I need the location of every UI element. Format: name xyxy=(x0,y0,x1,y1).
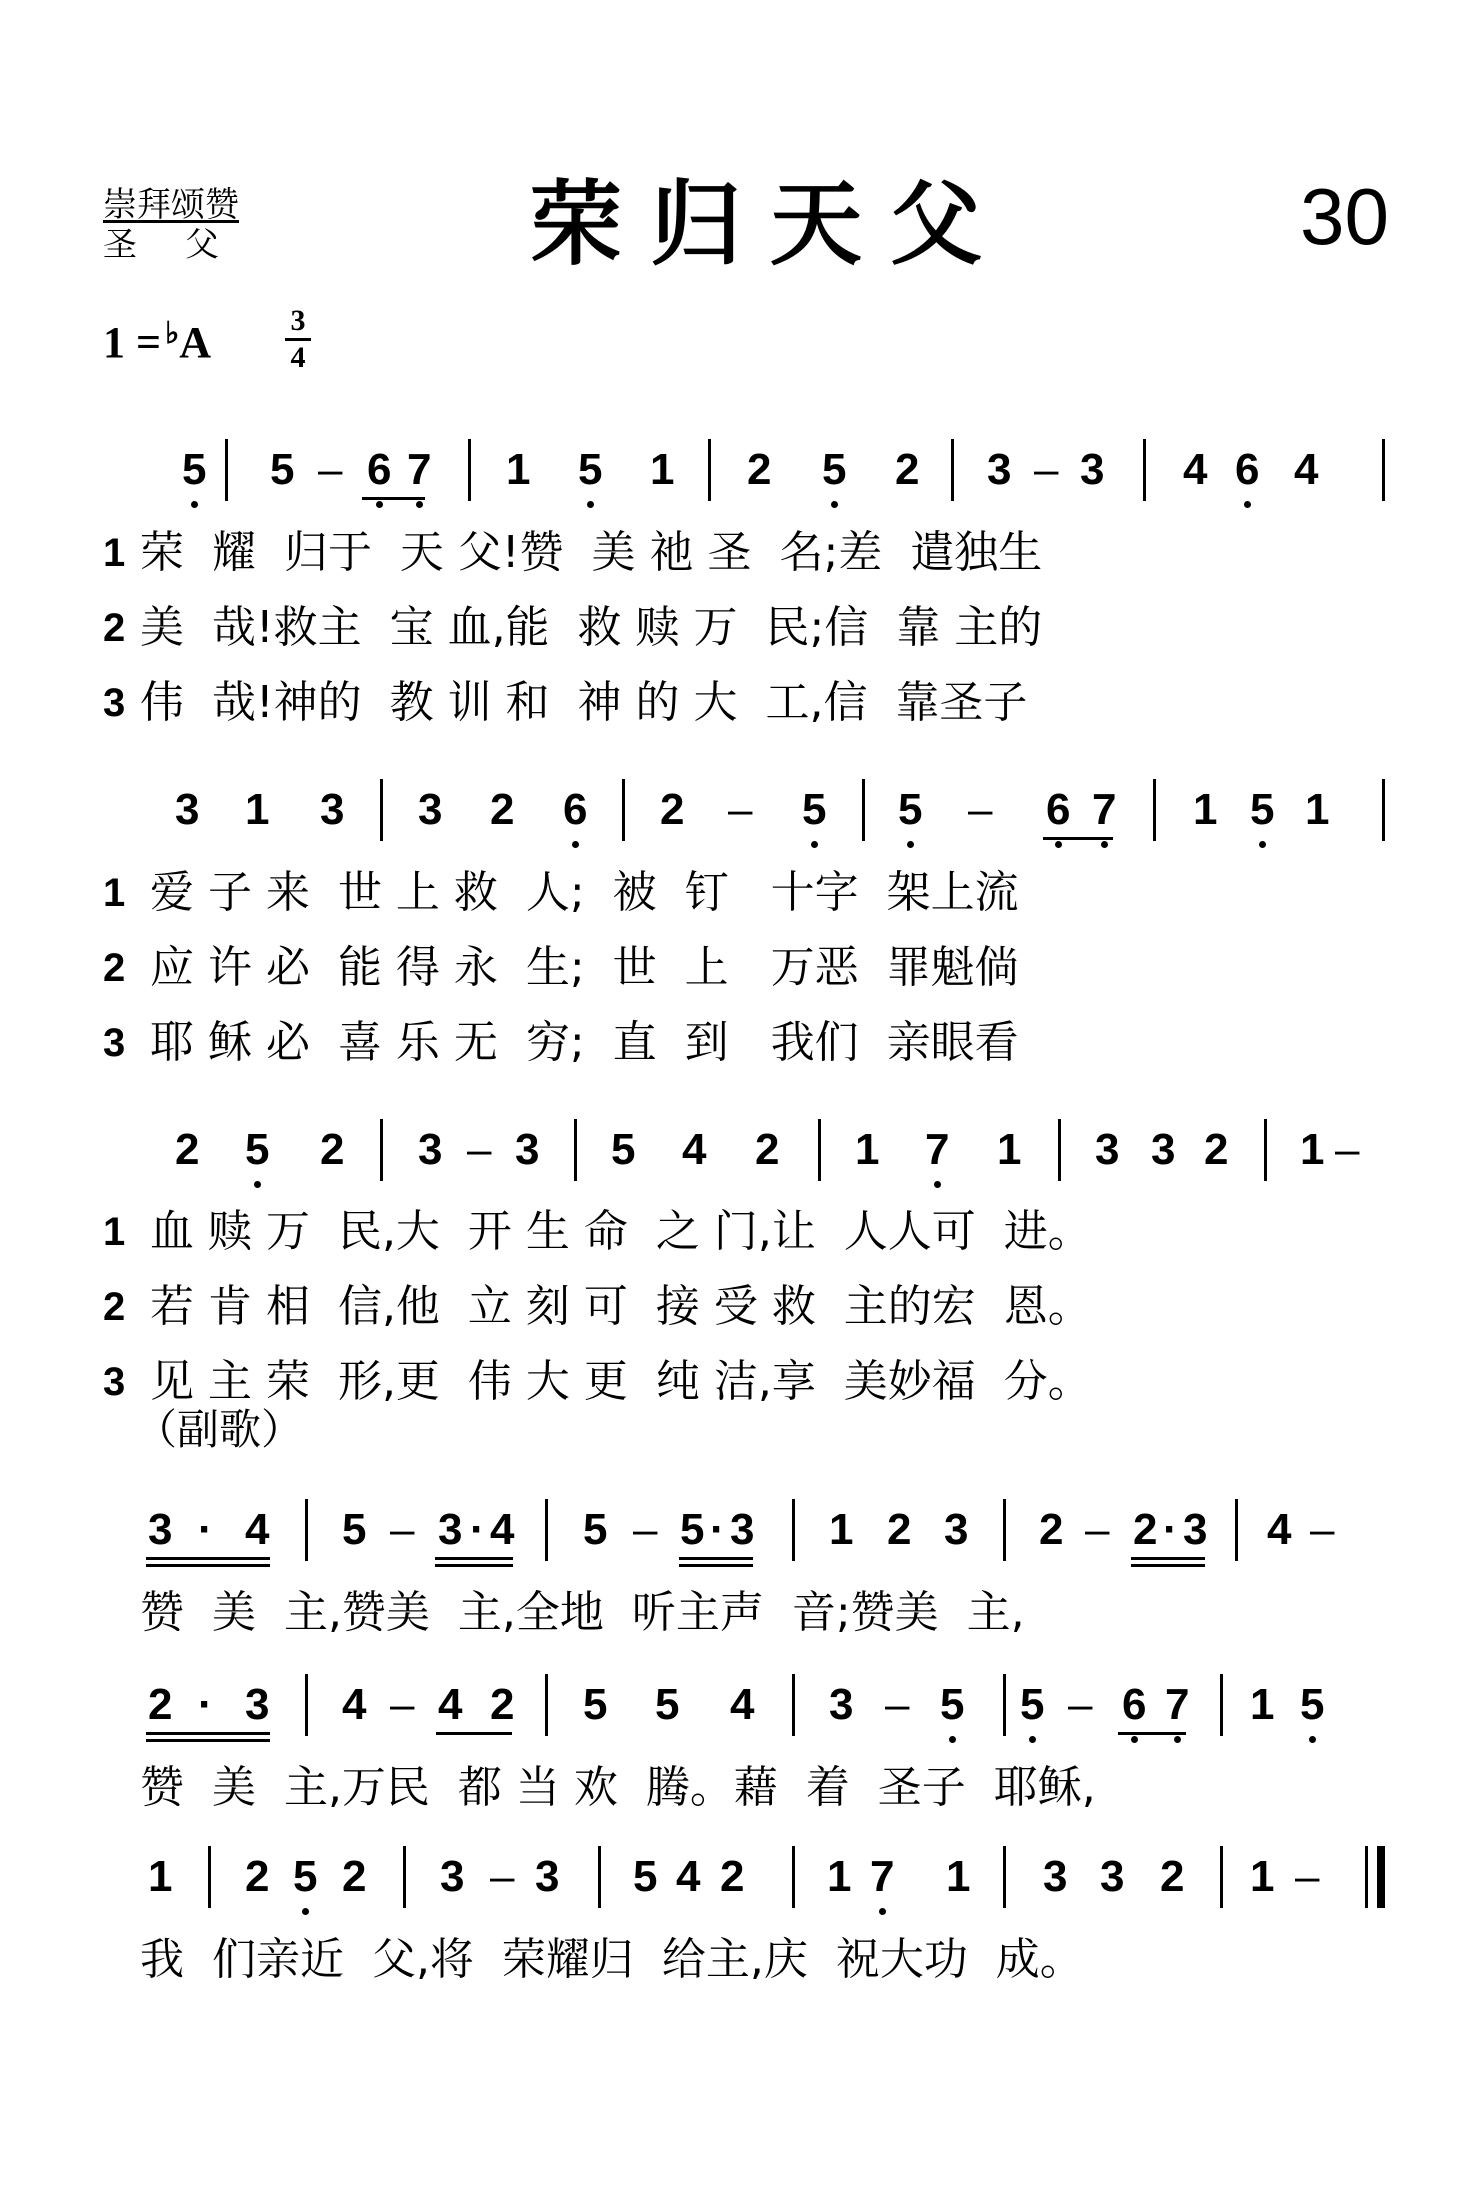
beam-underline xyxy=(436,1732,512,1735)
hold-dash: – xyxy=(1310,1505,1335,1554)
note: 1 xyxy=(148,1852,173,1901)
flat-sign: ♭ xyxy=(165,317,180,350)
note: · xyxy=(198,1505,213,1554)
hold-dash: – xyxy=(490,1852,515,1901)
beam-underline xyxy=(362,497,425,500)
barline xyxy=(1058,1119,1061,1181)
lyric-line: 若 肯 相 信,他 立 刻 可 接 受 救 主的宏 恩。 xyxy=(150,1281,1092,1332)
note: 3 xyxy=(245,1680,270,1729)
barline xyxy=(792,1674,795,1736)
note: 5 xyxy=(182,445,207,494)
note: 5 xyxy=(245,1125,270,1174)
lyric-line: 赞 美 主,赞美 主,全地 听主声 音;赞美 主, xyxy=(140,1587,1025,1638)
note: 5 xyxy=(270,445,295,494)
barline xyxy=(403,1846,406,1908)
low-octave-dot xyxy=(587,501,594,508)
key-signature xyxy=(103,318,211,373)
note: 3 xyxy=(1100,1852,1125,1901)
note: 4 xyxy=(490,1505,515,1554)
note: 5 xyxy=(578,445,603,494)
barline xyxy=(792,1846,795,1908)
key-note: A xyxy=(179,318,212,367)
hold-dash: – xyxy=(1068,1680,1093,1729)
low-octave-dot xyxy=(811,841,818,848)
final-barline-thin xyxy=(1365,1846,1368,1908)
note: 2 xyxy=(1160,1852,1185,1901)
note: 4 xyxy=(1267,1505,1292,1554)
hold-dash: – xyxy=(390,1505,415,1554)
barline xyxy=(951,439,954,501)
note: 4 xyxy=(1183,445,1208,494)
note: 3 xyxy=(1043,1852,1068,1901)
barline xyxy=(1003,1846,1006,1908)
note: 1 xyxy=(650,445,675,494)
barline xyxy=(380,779,383,841)
note: 3 xyxy=(418,1125,443,1174)
lyric-line: 我 们亲近 父,将 荣耀归 给主,庆 祝大功 成。 xyxy=(140,1934,1084,1985)
time-bottom: 4 xyxy=(290,341,306,374)
note: 6 xyxy=(1235,445,1260,494)
note: 2 xyxy=(660,785,685,834)
barline xyxy=(1235,1499,1238,1561)
note: 3 xyxy=(829,1680,854,1729)
barline xyxy=(208,1846,211,1908)
note: 3 xyxy=(320,785,345,834)
note: 2 xyxy=(342,1852,367,1901)
hymn-number: 30 xyxy=(1300,172,1389,261)
category-label xyxy=(103,185,267,265)
note: 3 xyxy=(438,1505,463,1554)
note: 5 xyxy=(655,1680,680,1729)
low-octave-dot xyxy=(191,501,198,508)
beam-underline xyxy=(1118,1732,1186,1735)
note: 7 xyxy=(1092,785,1117,834)
low-octave-dot xyxy=(1029,1736,1036,1743)
barline xyxy=(1382,779,1385,841)
lyric-line: 荣 耀 归于 天 父!赞 美 祂 圣 名;差 遣独生 xyxy=(140,527,1043,578)
note: 3 xyxy=(1183,1505,1208,1554)
note: 4 xyxy=(676,1852,701,1901)
note: 7 xyxy=(407,445,432,494)
note: 5 xyxy=(680,1505,705,1554)
barline xyxy=(574,1119,577,1181)
hold-dash: – xyxy=(885,1680,910,1729)
barline xyxy=(598,1846,601,1908)
note: 5 xyxy=(1300,1680,1325,1729)
note: 2 xyxy=(490,1680,515,1729)
beam-underline xyxy=(679,1564,753,1567)
note: 2 xyxy=(148,1680,173,1729)
lyric-line: 应 许 必 能 得 永 生; 世 上 万恶 罪魁倘 xyxy=(150,942,1019,993)
note: 3 xyxy=(418,785,443,834)
low-octave-dot xyxy=(934,1181,941,1188)
note: 3 xyxy=(515,1125,540,1174)
note: 5 xyxy=(583,1680,608,1729)
note: 1 xyxy=(997,1125,1022,1174)
category-line2: 圣父 xyxy=(103,225,267,265)
low-octave-dot xyxy=(1131,1736,1138,1743)
low-octave-dot xyxy=(1055,841,1062,848)
note: 5 xyxy=(293,1852,318,1901)
hold-dash: – xyxy=(318,445,343,494)
verse-number: 3 xyxy=(103,681,126,725)
note: 3 xyxy=(944,1505,969,1554)
note: 5 xyxy=(802,785,827,834)
barline xyxy=(622,779,625,841)
note: 6 xyxy=(563,785,588,834)
verse-number: 1 xyxy=(103,871,126,915)
beam-underline xyxy=(1043,837,1113,840)
hold-dash: – xyxy=(390,1680,415,1729)
note: 2 xyxy=(1039,1505,1064,1554)
lyric-line: 美 哉!救主 宝 血,能 救 赎 万 民;信 靠 主的 xyxy=(140,602,1043,653)
note: 3 xyxy=(1151,1125,1176,1174)
hold-dash: – xyxy=(1085,1505,1110,1554)
note: · xyxy=(470,1505,485,1554)
note: 1 xyxy=(946,1852,971,1901)
note: 1 xyxy=(245,785,270,834)
note: 4 xyxy=(682,1125,707,1174)
beam-underline xyxy=(435,1557,513,1560)
beam-underline xyxy=(1131,1557,1205,1560)
barline xyxy=(305,1674,308,1736)
note: 4 xyxy=(342,1680,367,1729)
note: 3 xyxy=(148,1505,173,1554)
barline xyxy=(545,1499,548,1561)
barline xyxy=(1003,1674,1006,1736)
lyric-line: 赞 美 主,万民 都 当 欢 腾。藉 着 圣子 耶稣, xyxy=(140,1762,1096,1813)
note: 2 xyxy=(887,1505,912,1554)
note: 3 xyxy=(1095,1125,1120,1174)
key-prefix: 1 = xyxy=(103,318,162,367)
note: 2 xyxy=(755,1125,780,1174)
low-octave-dot xyxy=(949,1736,956,1743)
low-octave-dot xyxy=(831,501,838,508)
barline xyxy=(305,1499,308,1561)
barline xyxy=(1382,439,1385,501)
note: 3 xyxy=(1080,445,1105,494)
lyric-line: 血 赎 万 民,大 开 生 命 之 门,让 人人可 进。 xyxy=(150,1206,1092,1257)
hold-dash: – xyxy=(1335,1125,1360,1174)
note: 7 xyxy=(1165,1680,1190,1729)
note: 5 xyxy=(583,1505,608,1554)
hold-dash: – xyxy=(968,785,993,834)
barline xyxy=(545,1674,548,1736)
hold-dash: – xyxy=(467,1125,492,1174)
low-octave-dot xyxy=(879,1908,886,1915)
note: 2 xyxy=(175,1125,200,1174)
note: 4 xyxy=(730,1680,755,1729)
note: 2 xyxy=(320,1125,345,1174)
note: 5 xyxy=(342,1505,367,1554)
note: 1 xyxy=(1305,785,1330,834)
lyric-line: 耶 稣 必 喜 乐 无 穷; 直 到 我们 亲眼看 xyxy=(150,1017,1019,1068)
hold-dash: – xyxy=(633,1505,658,1554)
note: 3 xyxy=(730,1505,755,1554)
beam-underline xyxy=(146,1557,270,1560)
low-octave-dot xyxy=(907,841,914,848)
beam-underline xyxy=(146,1739,270,1742)
note: · xyxy=(710,1505,725,1554)
barline xyxy=(1220,1674,1223,1736)
barline xyxy=(708,439,711,501)
lyric-line: 爱 子 来 世 上 救 人; 被 钉 十字 架上流 xyxy=(150,867,1019,918)
barline xyxy=(1143,439,1146,501)
hold-dash: – xyxy=(1295,1852,1320,1901)
note: 4 xyxy=(1294,445,1319,494)
barline xyxy=(225,439,228,501)
low-octave-dot xyxy=(572,841,579,848)
low-octave-dot xyxy=(302,1908,309,1915)
note: 1 xyxy=(506,445,531,494)
barline xyxy=(862,779,865,841)
barline xyxy=(1003,1499,1006,1561)
note: 3 xyxy=(987,445,1012,494)
note: 3 xyxy=(175,785,200,834)
note: 5 xyxy=(1020,1680,1045,1729)
barline xyxy=(468,439,471,501)
note: 3 xyxy=(535,1852,560,1901)
low-octave-dot xyxy=(1174,1736,1181,1743)
barline xyxy=(1220,1846,1223,1908)
lyric-line: 见 主 荣 形,更 伟 大 更 纯 洁,享 美妙福 分。 xyxy=(150,1356,1092,1407)
note: 5 xyxy=(1250,785,1275,834)
note: 5 xyxy=(940,1680,965,1729)
note: 3 xyxy=(440,1852,465,1901)
beam-underline xyxy=(435,1564,513,1567)
low-octave-dot xyxy=(1309,1736,1316,1743)
verse-number: 1 xyxy=(103,531,126,575)
low-octave-dot xyxy=(416,501,423,508)
note: · xyxy=(198,1680,213,1729)
note: 2 xyxy=(747,445,772,494)
note: · xyxy=(1163,1505,1178,1554)
note: 1 xyxy=(1250,1852,1275,1901)
note: 6 xyxy=(367,445,392,494)
note: 2 xyxy=(1133,1505,1158,1554)
final-barline-thick xyxy=(1377,1846,1385,1908)
note: 6 xyxy=(1046,785,1071,834)
low-octave-dot xyxy=(1259,841,1266,848)
verse-number: 3 xyxy=(103,1021,126,1065)
verse-number: 1 xyxy=(103,1210,126,1254)
time-top: 3 xyxy=(290,304,306,337)
category-line1: 崇拜颂赞 xyxy=(103,185,239,225)
beam-underline xyxy=(146,1564,270,1567)
lyric-line: 伟 哉!神的 教 训 和 神 的 大 工,信 靠圣子 xyxy=(140,677,1028,728)
note: 2 xyxy=(490,785,515,834)
note: 6 xyxy=(1122,1680,1147,1729)
note: 7 xyxy=(870,1852,895,1901)
note: 5 xyxy=(633,1852,658,1901)
barline xyxy=(1153,779,1156,841)
hold-dash: – xyxy=(1034,445,1059,494)
note: 1 xyxy=(855,1125,880,1174)
barline xyxy=(792,1499,795,1561)
note: 5 xyxy=(898,785,923,834)
low-octave-dot xyxy=(376,501,383,508)
low-octave-dot xyxy=(254,1181,261,1188)
note: 1 xyxy=(1300,1125,1325,1174)
hymn-title: 荣归天父 xyxy=(530,171,1011,278)
beam-underline xyxy=(679,1557,753,1560)
note: 1 xyxy=(1250,1680,1275,1729)
note: 2 xyxy=(895,445,920,494)
verse-number: 3 xyxy=(103,1360,126,1404)
beam-underline xyxy=(1131,1564,1205,1567)
hold-dash: – xyxy=(728,785,753,834)
note: 1 xyxy=(1193,785,1218,834)
note: 5 xyxy=(611,1125,636,1174)
barline xyxy=(1264,1119,1267,1181)
note: 2 xyxy=(245,1852,270,1901)
time-signature xyxy=(285,306,311,373)
low-octave-dot xyxy=(1101,841,1108,848)
note: 2 xyxy=(720,1852,745,1901)
verse-number: 2 xyxy=(103,606,126,650)
note: 7 xyxy=(925,1125,950,1174)
note: 2 xyxy=(1204,1125,1229,1174)
verse-number: 2 xyxy=(103,1285,126,1329)
note: 1 xyxy=(827,1852,852,1901)
verse-number: 2 xyxy=(103,946,126,990)
barline xyxy=(380,1119,383,1181)
low-octave-dot xyxy=(1244,501,1251,508)
note: 4 xyxy=(245,1505,270,1554)
barline xyxy=(818,1119,821,1181)
note: 4 xyxy=(438,1680,463,1729)
note: 1 xyxy=(829,1505,854,1554)
chorus-label: （副歌） xyxy=(135,1405,304,1454)
beam-underline xyxy=(146,1732,270,1735)
note: 5 xyxy=(822,445,847,494)
